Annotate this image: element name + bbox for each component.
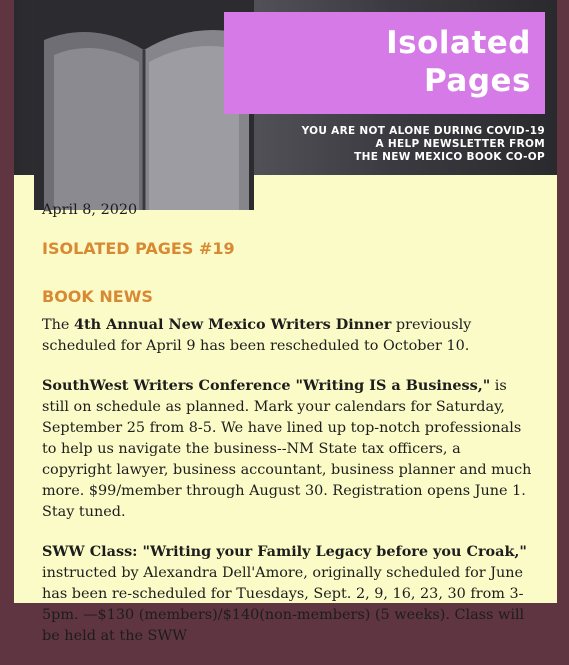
title-line-2: Pages (424, 63, 531, 99)
newsletter-content (42, 200, 532, 665)
para-text: instructed by Alexandra Dell'Amore, originally scheduled for June has been re-scheduled for Tuesdays, Sept. 2, 9, 16, 23, 30 from 3-5pm. —$130 (members)/$140(non-members) (5 weeks). Class will be held at the SWW (42, 565, 525, 644)
news-item-sww-class (42, 541, 532, 647)
para-bold-text: 4th Annual New Mexico Writers Dinner (73, 316, 392, 333)
newsletter-banner (14, 0, 557, 175)
para-bold-text: SouthWest Writers Conference "Writing IS a Business," (42, 377, 491, 394)
newsletter-frame (14, 0, 557, 644)
para-bold-text: SWW Class: "Writing your Family Legacy before you Croak," (42, 543, 527, 560)
tagline (302, 125, 545, 164)
section-heading-book-news: BOOK NEWS (42, 287, 153, 306)
issue-heading: ISOLATED PAGES #19 (42, 239, 235, 258)
para-text: previously scheduled for April 9 has been rescheduled to October 10. (42, 317, 472, 354)
para-text: The (42, 317, 74, 333)
news-item-sww-conference (42, 375, 532, 523)
tagline-line-1: YOU ARE NOT ALONE DURING COVID-19 (301, 125, 545, 137)
para-text: is still on schedule as planned. Mark your calendars for Saturday, September 25 from 8-5. We have lined up top-notch professionals to help us navigate the business--NM State tax officers, a copyright lawyer, business accountant, business planner and much more. $99/member through August 30. Registration opens June 1. Stay tuned. (42, 378, 532, 520)
news-item-writers-dinner (42, 314, 532, 357)
issue-date: April 8, 2020 (42, 202, 138, 218)
title-line-1: Isolated (386, 25, 531, 61)
open-book-image (34, 0, 254, 210)
title-box (224, 12, 545, 114)
tagline-line-2: A HELP NEWSLETTER FROM (375, 138, 545, 150)
tagline-line-3: THE NEW MEXICO BOOK CO-OP (354, 151, 545, 163)
